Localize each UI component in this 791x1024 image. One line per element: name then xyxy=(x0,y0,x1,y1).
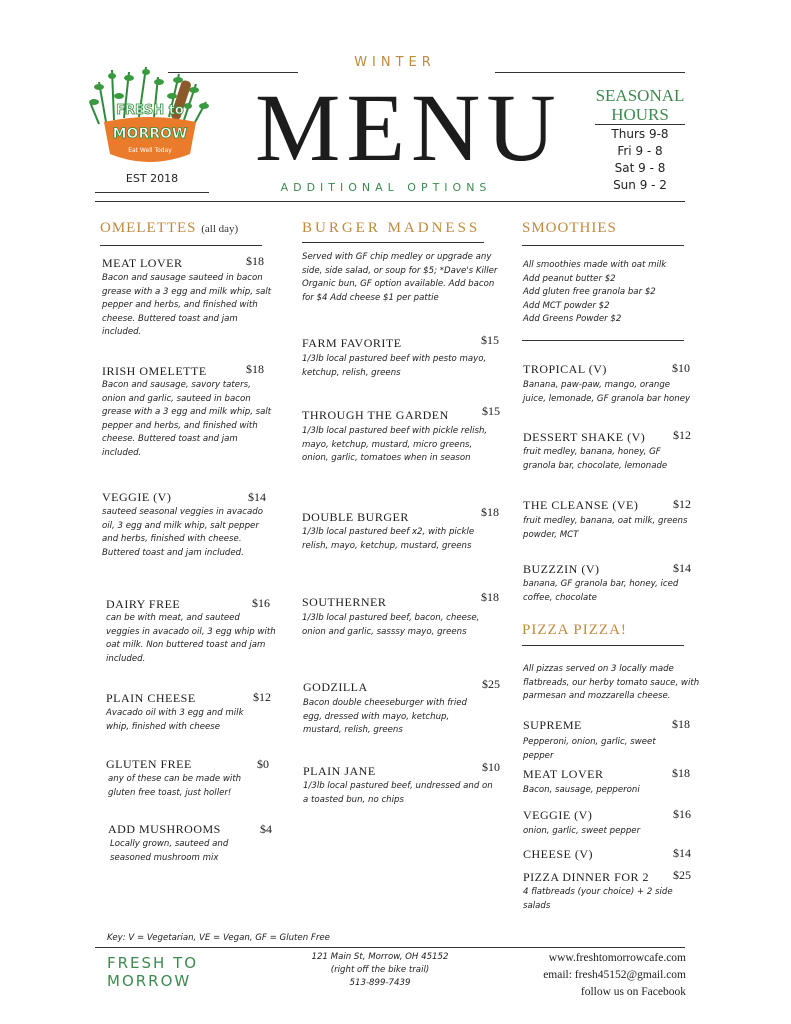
email-link[interactable]: email: fresh45152@gmail.com xyxy=(543,969,686,981)
header-divider xyxy=(95,201,685,202)
pizza-rule xyxy=(522,645,684,646)
pizza-desc: 4 flatbreads (your choice) + 2 side salads xyxy=(523,887,673,911)
omelette-price: $14 xyxy=(248,490,266,504)
website-link[interactable]: www.freshtomorrowcafe.com xyxy=(548,952,686,964)
hours-thurs: Thurs 9-8 xyxy=(611,127,669,141)
omelette-price: $16 xyxy=(252,596,270,610)
burgers-rule xyxy=(302,242,484,243)
address-line1: 121 Main St, Morrow, OH 45152 xyxy=(311,952,449,962)
phone-number: 513-899-7439 xyxy=(349,978,411,988)
omelette-price: $4 xyxy=(260,822,272,836)
header-rule-right xyxy=(495,72,685,73)
pizza-name: MEAT LOVER xyxy=(523,767,604,781)
pizza-price: $18 xyxy=(672,717,690,731)
logo-graphic xyxy=(84,62,214,172)
pizza-price: $16 xyxy=(673,807,691,821)
burger-name: GODZILLA xyxy=(303,680,368,694)
burger-price: $10 xyxy=(482,760,500,774)
smoothie-price: $14 xyxy=(673,561,691,575)
footer-brand xyxy=(107,954,198,990)
smoothie-name: DESSERT SHAKE (V) xyxy=(523,430,646,444)
smoothie-desc: Banana, paw-paw, mango, orange juice, lemonade, GF granola bar honey xyxy=(523,380,691,404)
omelette-name: DAIRY FREE xyxy=(106,597,181,611)
smoothie-name: BUZZZIN (V) xyxy=(523,562,600,576)
omelette-desc: Locally grown, sauteed and seasoned mushroom mix xyxy=(110,839,229,863)
smoothies-rule xyxy=(522,245,684,246)
section-heading-smoothies: SMOOTHIES xyxy=(522,220,617,236)
burger-desc: 1/3lb local pastured beef x2, with pickle relish, mayo, ketchup, mustard, greens xyxy=(302,527,475,551)
logo xyxy=(84,62,214,172)
burger-desc: 1/3lb local pastured beef with pickle relish, mayo, ketchup, mustard, micro greens, onion, garlic, tomatoes when in season xyxy=(302,426,488,463)
burger-price: $18 xyxy=(481,505,499,519)
section-heading-pizza: PIZZA PIZZA! xyxy=(522,622,627,638)
pizza-name: CHEESE (V) xyxy=(523,847,593,861)
section-heading-omelettes xyxy=(100,220,238,237)
smoothie-desc: banana, GF granola bar, honey, iced coffee, chocolate xyxy=(523,579,679,603)
pizza-desc: Pepperoni, onion, garlic, sweet pepper xyxy=(523,737,656,761)
omelette-desc: Bacon and sausage sauteed in bacon grease with a 3 egg and milk whip, salt pepper and herbs, and finished with cheese. Buttered toast and jam included. xyxy=(102,273,272,337)
omelette-name: IRISH OMELETTE xyxy=(102,364,207,378)
section-heading-burgers: BURGER MADNESS xyxy=(302,220,481,236)
omelette-price: $12 xyxy=(253,690,271,704)
pizza-intro: All pizzas served on 3 locally made flatbreads, our herby tomato sauce, with parmesan and mozzarella cheese. xyxy=(523,664,700,701)
logo-text-fresh: FRESH to xyxy=(116,103,184,118)
established-label: EST 2018 xyxy=(125,172,179,185)
omelette-desc: Avacado oil with 3 egg and milk whip, finished with cheese xyxy=(106,708,244,732)
omelette-desc: can be with meat, and sauteed veggies in avacado oil, 3 egg whip with oat milk. Non buttered toast and jam included. xyxy=(106,613,276,664)
pizza-name: VEGGIE (V) xyxy=(523,808,593,822)
omelette-name: PLAIN CHEESE xyxy=(106,691,196,705)
smoothie-name: THE CLEANSE (VE) xyxy=(523,498,639,512)
page-title: MENU xyxy=(255,74,562,181)
burger-name: SOUTHERNER xyxy=(302,595,387,609)
omelette-price: $18 xyxy=(246,254,264,268)
burger-price: $15 xyxy=(481,333,499,347)
omelette-name: GLUTEN FREE xyxy=(106,757,192,771)
omelette-name: VEGGIE (V) xyxy=(102,490,172,504)
burger-price: $18 xyxy=(481,590,499,604)
hours-list xyxy=(590,126,690,194)
burgers-intro: Served with GF chip medley or upgrade any side, side salad, or soup for $5; *Dave's Killer Organic bun, GF option available. Add bacon for $4 Add cheese $1 per pattie xyxy=(302,252,498,303)
pizza-desc: onion, garlic, sweet pepper xyxy=(523,826,641,836)
burger-name: THROUGH THE GARDEN xyxy=(302,408,449,422)
smoothies-intro-line: All smoothies made with oat milk xyxy=(523,260,667,270)
logo-rule xyxy=(95,192,209,193)
omelette-price: $0 xyxy=(257,757,269,771)
smoothies-intro xyxy=(523,259,698,327)
smoothie-desc: fruit medley, banana, oat milk, greens powder, MCT xyxy=(523,516,688,540)
dietary-key: Key: V = Vegetarian, VE = Vegan, GF = Gluten Free xyxy=(107,933,330,943)
smoothies-intro-line: Add Greens Powder $2 xyxy=(523,314,622,324)
pizza-desc: Bacon, sausage, pepperoni xyxy=(523,785,640,795)
pizza-name: SUPREME xyxy=(523,718,582,732)
footer-contact xyxy=(500,950,686,1001)
omelettes-heading: OMELETTES xyxy=(100,220,197,236)
facebook-link[interactable]: follow us on Facebook xyxy=(580,986,686,998)
smoothies-intro-line: Add gluten free granola bar $2 xyxy=(523,287,656,297)
smoothie-name: TROPICAL (V) xyxy=(523,362,607,376)
pizza-price: $25 xyxy=(673,868,691,882)
logo-tagline: Eat Well Today xyxy=(128,147,172,154)
omelette-desc: any of these can be made with gluten free toast, just holler! xyxy=(108,774,242,798)
omelettes-heading-note: (all day) xyxy=(201,223,239,235)
omelette-desc: sauteed seasonal veggies in avacado oil, 3 egg and milk whip, salt pepper and herbs, finished with cheese. Buttered toast and jam included. xyxy=(102,507,263,558)
smoothie-price: $10 xyxy=(672,361,690,375)
omelettes-rule xyxy=(100,245,262,246)
omelette-desc: Bacon and sausage, savory taters, onion and garlic, sauteed in bacon grease with a 3 egg and milk whip, salt pepper and herbs, and finished with cheese. Buttered toast and jam included. xyxy=(102,380,272,458)
omelette-name: ADD MUSHROOMS xyxy=(108,822,221,836)
burger-name: FARM FAVORITE xyxy=(302,336,402,350)
pizza-price: $18 xyxy=(672,766,690,780)
smoothie-price: $12 xyxy=(673,428,691,442)
burger-desc: Bacon double cheeseburger with fried egg, dressed with mayo, ketchup, mustard, relish, greens xyxy=(303,698,467,735)
footer-divider xyxy=(95,947,685,948)
seasonal-title-2: HOURS xyxy=(611,105,669,124)
burger-desc: 1/3lb local pastured beef with pesto mayo, ketchup, relish, greens xyxy=(302,354,487,378)
address-line2: (right off the bike trail) xyxy=(330,965,430,975)
hours-sat: Sat 9 - 8 xyxy=(614,161,666,175)
burger-desc: 1/3lb local pastured beef, undressed and on a toasted bun, no chips xyxy=(303,781,493,805)
footer-address xyxy=(290,951,470,990)
burger-name: PLAIN JANE xyxy=(303,764,376,778)
smoothie-price: $12 xyxy=(673,497,691,511)
seasonal-title-1: SEASONAL xyxy=(595,86,685,105)
burger-price: $15 xyxy=(482,404,500,418)
smoothies-intro-rule xyxy=(522,340,684,341)
burger-price: $25 xyxy=(482,677,500,691)
hours-sun: Sun 9 - 2 xyxy=(613,178,667,192)
smoothie-desc: fruit medley, banana, honey, GF granola bar, chocolate, lemonade xyxy=(523,447,668,471)
seasonal-hours-heading xyxy=(580,86,700,124)
logo-text-morrow: MORROW xyxy=(112,126,188,142)
footer-brand-line1: FRESH TO xyxy=(107,954,199,972)
subtitle: ADDITIONAL OPTIONS xyxy=(280,181,492,194)
burger-name: DOUBLE BURGER xyxy=(302,510,409,524)
smoothies-intro-line: Add peanut butter $2 xyxy=(523,273,616,284)
footer-brand-line2: MORROW xyxy=(107,972,192,990)
hours-fri: Fri 9 - 8 xyxy=(617,144,663,158)
burger-desc: 1/3lb local pastured beef, bacon, cheese, onion and garlic, sasssy mayo, greens xyxy=(302,613,480,637)
pizza-name: PIZZA DINNER FOR 2 xyxy=(523,870,650,884)
smoothies-intro-line: Add MCT powder $2 xyxy=(523,300,610,311)
season-label: WINTER xyxy=(354,55,436,70)
pizza-price: $14 xyxy=(673,846,691,860)
omelette-price: $18 xyxy=(246,362,264,376)
hours-rule xyxy=(595,124,685,125)
omelette-name: MEAT LOVER xyxy=(102,256,183,270)
